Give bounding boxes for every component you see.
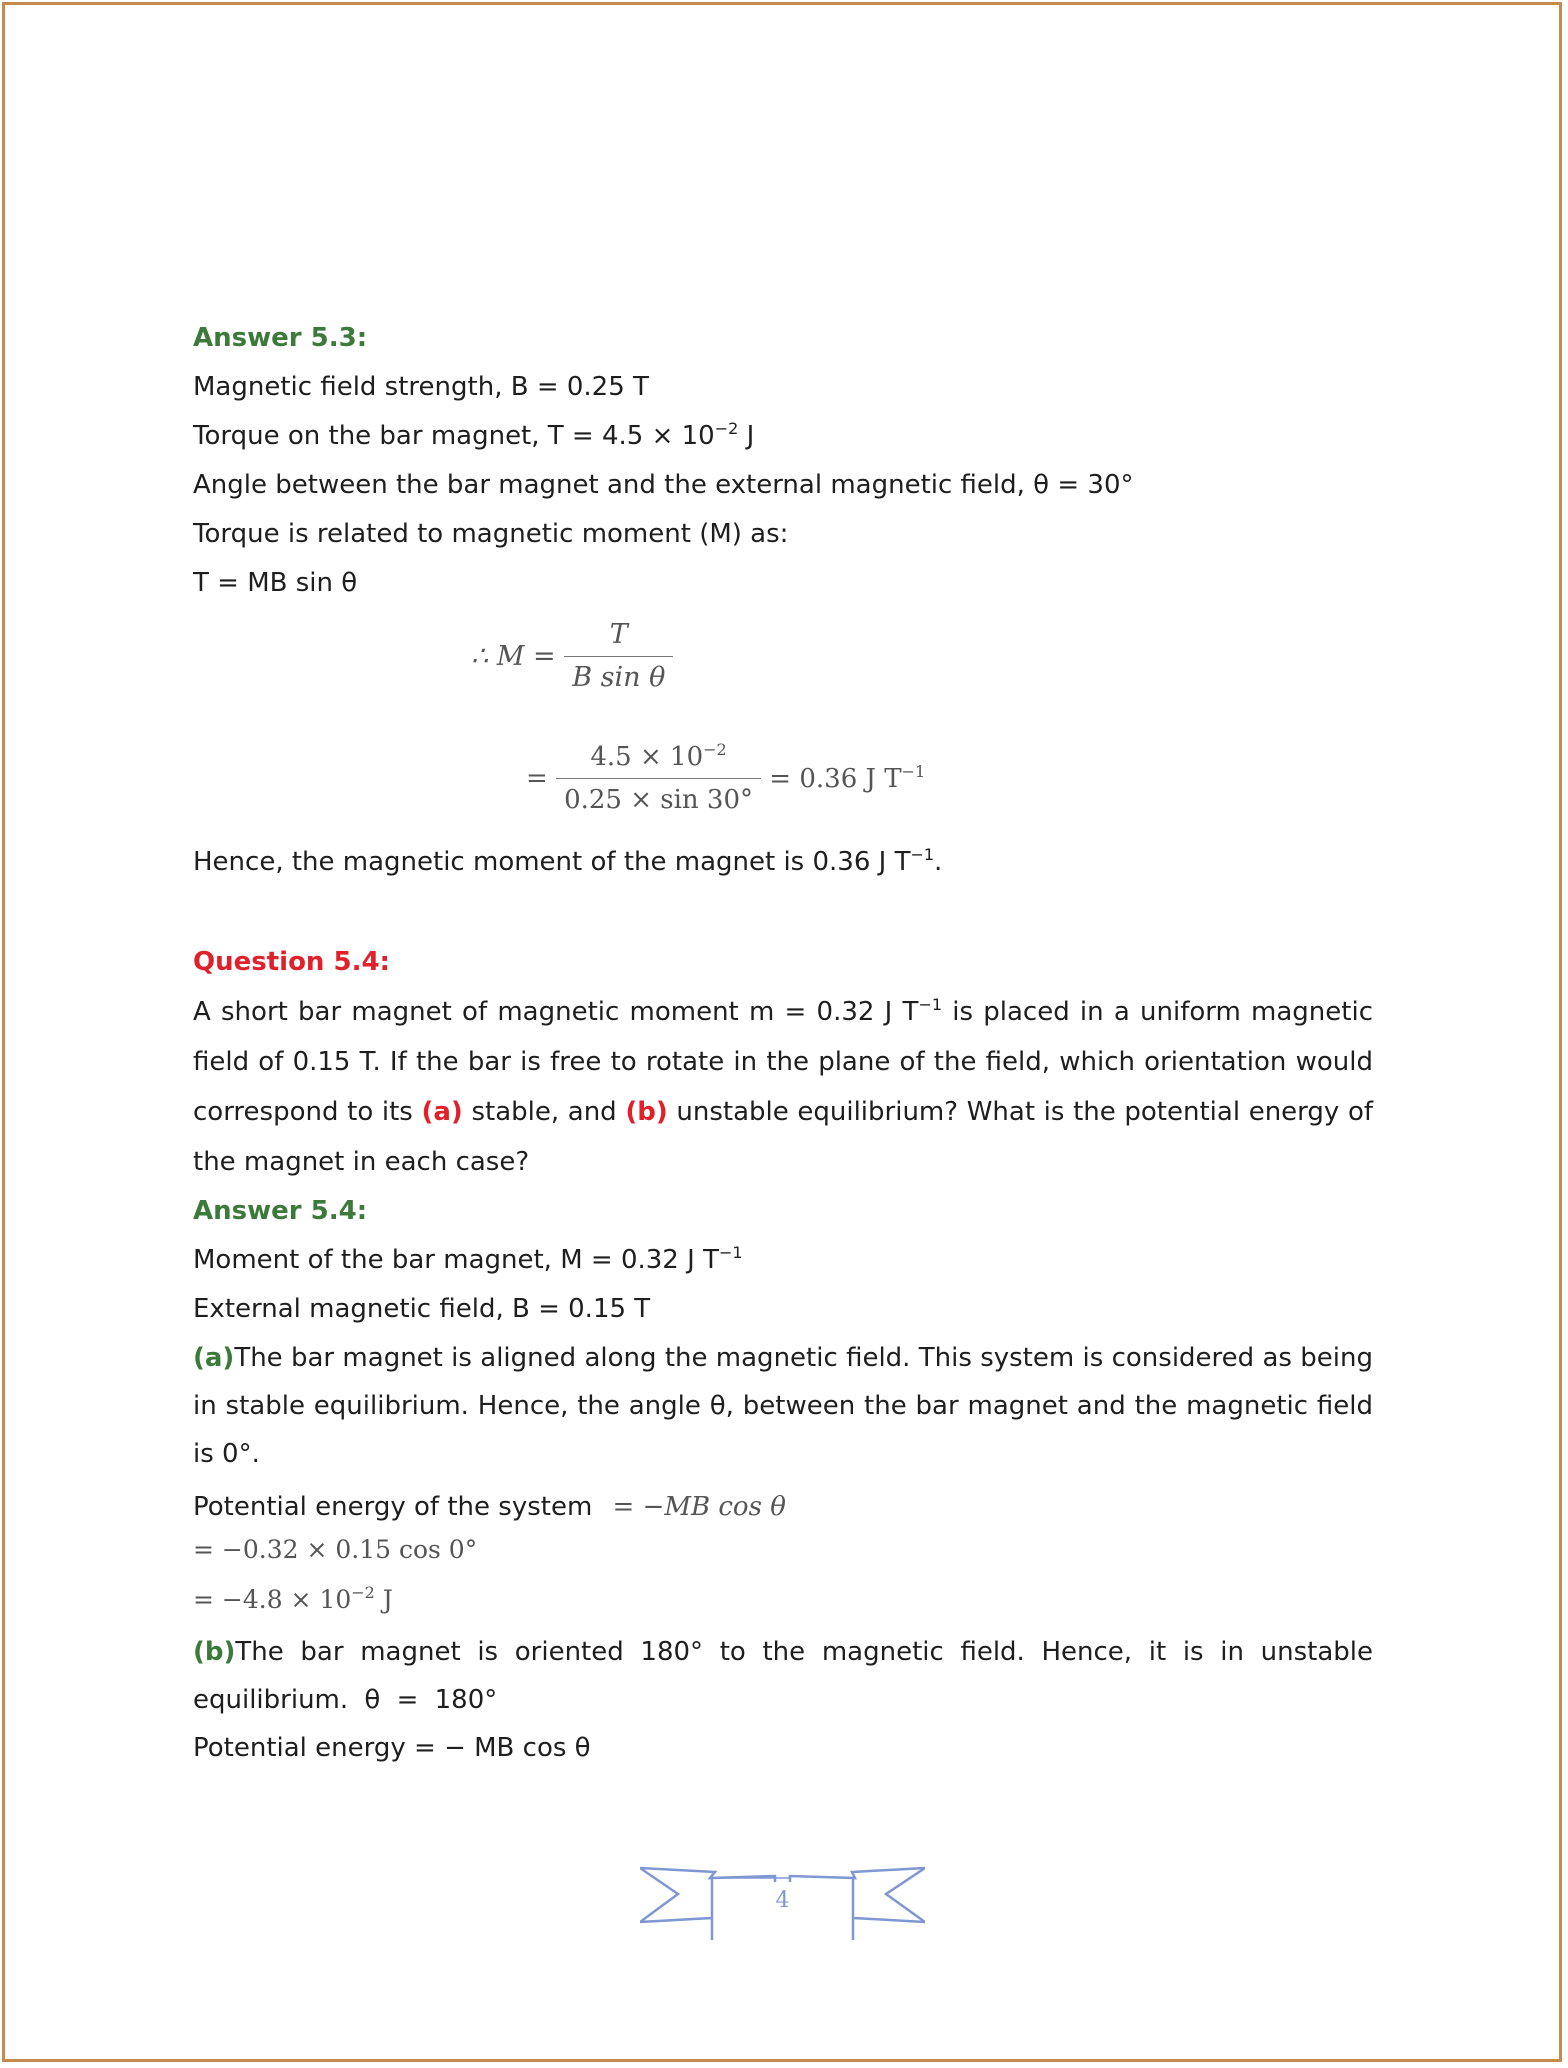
answer-5-3-heading: Answer 5.3:: [193, 323, 368, 353]
equation-2-result-exponent: −1: [901, 761, 926, 781]
equation-2-numerator-exponent: −2: [703, 740, 727, 759]
equation-2-result-text: = 0.36 J T: [769, 763, 902, 794]
moment-exponent: −1: [718, 1243, 743, 1262]
equation-1: [193, 608, 1373, 708]
conclusion-text: Hence, the magnetic moment of the magnet is 0.36 J T: [193, 847, 911, 877]
field-strength-line: Magnetic field strength, B = 0.25 T: [193, 372, 649, 402]
question-exponent: −1: [918, 995, 943, 1014]
part-a-text: The bar magnet is aligned along the magnetic field. This system is considered as being in stable equilibrium. Hence, the angle θ, between the bar magnet and the magnetic field is 0°.: [193, 1343, 1373, 1469]
question-text-2: is placed in a uniform magnetic field of 0.15 T. If the bar is free to rotate in the plane of the field, which orientation would correspond to its: [193, 997, 1373, 1127]
moment-line: [193, 1236, 1373, 1285]
pe-eq-3-unit: J: [374, 1585, 393, 1614]
question-text-1: A short bar magnet of magnetic moment m = 0.32 J T: [193, 997, 919, 1027]
moment-text: Moment of the bar magnet, M = 0.32 J T: [193, 1245, 719, 1275]
equation-1-lhs: ∴ M =: [471, 641, 556, 672]
torque-line: [193, 412, 1373, 461]
potential-energy-eq-3: [193, 1572, 1373, 1628]
conclusion-exponent: −1: [910, 845, 935, 864]
part-a-paragraph: [193, 1334, 1373, 1478]
equation-1-fraction: [564, 614, 673, 699]
answer-5-4-heading: Answer 5.4:: [193, 1196, 368, 1226]
page-footer: [640, 1864, 925, 1944]
potential-energy-eq-2: = −0.32 × 0.15 cos 0°: [193, 1535, 478, 1564]
torque-line-text: Torque on the bar magnet, T = 4.5 × 10: [193, 421, 715, 451]
external-field-line: External magnetic field, B = 0.15 T: [193, 1294, 651, 1324]
equation-2-numerator-text: 4.5 × 10: [590, 742, 704, 772]
equation-1-numerator: T: [564, 614, 673, 657]
equation-2-numerator: [556, 736, 761, 779]
equation-2-fraction: [556, 736, 761, 821]
part-b-text: The bar magnet is oriented 180° to the magnetic field. Hence, it is in unstable equilibrium. θ = 180°: [193, 1637, 1373, 1715]
torque-exponent: −2: [714, 419, 739, 438]
question-label-b: (b): [625, 1097, 668, 1127]
part-b-paragraph: [193, 1628, 1373, 1724]
equation-2-denominator: 0.25 × sin 30°: [564, 785, 754, 815]
potential-energy-eq-1: = −MB cos θ: [612, 1492, 786, 1522]
torque-formula-line: T = MB sin θ: [193, 568, 358, 598]
equation-2-equals: =: [526, 763, 548, 794]
question-label-a: (a): [421, 1097, 463, 1127]
equation-2: [193, 708, 1373, 838]
pe-eq-3-exponent: −2: [351, 1583, 375, 1602]
question-text-3: stable, and: [462, 1097, 626, 1127]
equation-2-result: [769, 761, 926, 794]
torque-relation-line: Torque is related to magnetic moment (M) as:: [193, 519, 789, 549]
question-text-4: unstable equilibrium? What is the potential energy of the magnet in each case?: [193, 1097, 1373, 1177]
equation-1-denominator: B sin θ: [572, 662, 666, 693]
conclusion-line: [193, 838, 1373, 887]
pe-eq-3-text: = −4.8 × 10: [193, 1585, 352, 1614]
page-number: 4: [775, 1888, 790, 1913]
potential-energy-line: [193, 1486, 1373, 1528]
angle-line: Angle between the bar magnet and the external magnetic field, θ = 30°: [193, 470, 1134, 500]
part-b-label: (b): [193, 1637, 236, 1667]
conclusion-period: .: [934, 847, 943, 877]
potential-energy-label: Potential energy of the system: [193, 1492, 593, 1522]
question-5-4-text: [193, 987, 1373, 1187]
part-a-label: (a): [193, 1343, 235, 1373]
torque-unit: J: [738, 421, 755, 451]
potential-energy-b-line: Potential energy = − MB cos θ: [193, 1733, 591, 1763]
document-content: [193, 314, 1373, 1773]
question-5-4-heading: Question 5.4:: [193, 947, 390, 977]
